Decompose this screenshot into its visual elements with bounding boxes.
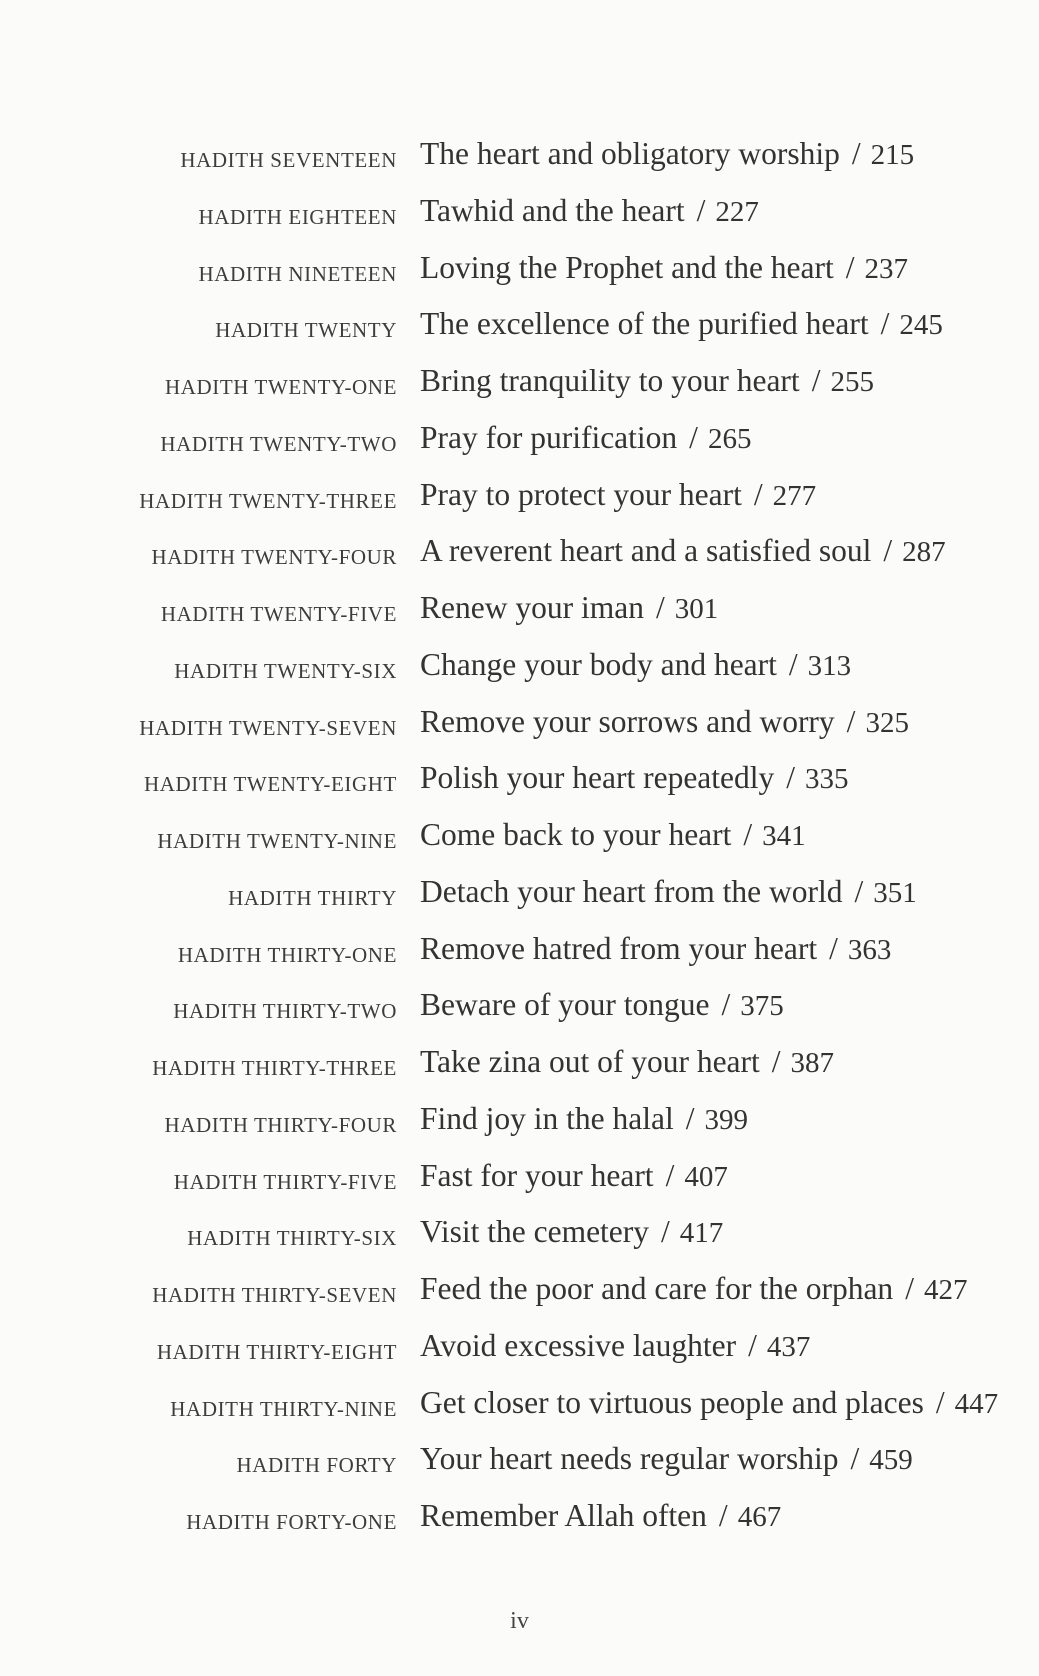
toc-entry [0, 1385, 1039, 1442]
page-ref: 237 [864, 252, 909, 285]
chapter-title [420, 1158, 728, 1194]
chapter-title [420, 1385, 998, 1421]
chapter-title [420, 1328, 810, 1364]
separator: / [846, 703, 856, 739]
separator: / [665, 1157, 675, 1193]
separator: / [935, 1384, 945, 1420]
hadith-number: HADITH TWENTY-FOUR [151, 545, 397, 570]
page-number: iv [510, 1608, 529, 1634]
page-ref: 301 [674, 593, 719, 625]
chapter-title [420, 136, 914, 172]
chapter-title-text: Feed the poor and care for the orphan [420, 1271, 894, 1306]
chapter-title-text: The heart and obligatory worship [420, 136, 840, 171]
hadith-number: HADITH THIRTY-SEVEN [152, 1283, 397, 1307]
toc-entry [0, 250, 1039, 307]
chapter-title [420, 760, 849, 796]
chapter-title [420, 874, 917, 910]
page-ref: 437 [766, 1330, 811, 1363]
chapter-title [420, 987, 784, 1023]
separator: / [661, 1214, 670, 1250]
page-ref: 287 [902, 536, 946, 569]
toc-entry [0, 420, 1039, 477]
chapter-title [420, 704, 909, 740]
chapter-title-text: Pray to protect your heart [420, 476, 742, 512]
hadith-number: HADITH THIRTY-EIGHT [156, 1339, 397, 1364]
page-ref: 215 [870, 139, 915, 171]
toc-entry [0, 590, 1039, 647]
toc-entry [0, 306, 1039, 363]
page-ref: 447 [954, 1387, 999, 1420]
hadith-number: HADITH THIRTY [228, 885, 397, 910]
chapter-title-text: Polish your heart repeatedly [420, 760, 775, 796]
separator: / [655, 590, 665, 625]
hadith-number: HADITH THIRTY-FIVE [173, 1169, 397, 1194]
chapter-title-text: Loving the Prophet and the heart [420, 249, 834, 285]
chapter-title-text: Come back to your heart [420, 817, 732, 852]
chapter-title-text: Fast for your heart [420, 1157, 654, 1193]
chapter-title [420, 363, 874, 399]
hadith-number: HADITH THIRTY-TWO [173, 999, 397, 1024]
chapter-title [420, 1214, 723, 1250]
toc-entry [0, 647, 1039, 704]
page-ref: 227 [715, 195, 759, 228]
toc-entry [0, 1441, 1039, 1498]
page-ref: 467 [737, 1501, 782, 1533]
page-ref: 427 [923, 1274, 968, 1306]
chapter-title-text: Pray for purification [420, 419, 678, 455]
chapter-title-text: Remember Allah often [420, 1498, 707, 1533]
toc-entry [0, 1044, 1039, 1101]
hadith-number: HADITH FORTY-ONE [186, 1510, 397, 1534]
chapter-title [420, 420, 751, 456]
hadith-number: HADITH THIRTY-NINE [170, 1396, 397, 1421]
toc-entry [0, 1498, 1039, 1555]
page-ref: 363 [847, 933, 892, 966]
hadith-number: HADITH TWENTY-TWO [160, 431, 397, 456]
chapter-title [420, 250, 908, 286]
hadith-number: HADITH TWENTY-SIX [174, 658, 397, 683]
separator: / [718, 1498, 728, 1533]
page-ref: 255 [830, 366, 874, 398]
page-ref: 351 [873, 876, 917, 909]
toc-entry [0, 477, 1039, 534]
chapter-title-text: Take zina out of your heart [420, 1044, 760, 1079]
separator: / [685, 1100, 695, 1136]
chapter-title [420, 1441, 913, 1477]
chapter-title-text: Detach your heart from the world [420, 873, 843, 909]
hadith-number: HADITH THIRTY-ONE [177, 942, 397, 967]
chapter-title-text: A reverent heart and a satisfied soul [420, 533, 872, 569]
hadith-number: HADITH TWENTY-FIVE [160, 602, 397, 626]
page-ref: 387 [790, 1047, 835, 1079]
toc-entry [0, 760, 1039, 817]
page-ref: 375 [740, 990, 784, 1023]
toc-entry [0, 987, 1039, 1044]
toc-entry [0, 533, 1039, 590]
page-ref: 399 [704, 1103, 748, 1136]
chapter-title-text: Find joy in the halal [420, 1100, 674, 1136]
chapter-title [420, 193, 759, 229]
page-ref: 335 [805, 763, 849, 796]
toc-entry [0, 363, 1039, 420]
separator: / [851, 136, 861, 171]
separator: / [689, 419, 698, 455]
chapter-title-text: Avoid excessive laughter [420, 1327, 737, 1363]
chapter-title [420, 477, 816, 513]
separator: / [811, 363, 821, 398]
hadith-number: HADITH TWENTY-NINE [157, 829, 397, 853]
toc-entry [0, 136, 1039, 193]
chapter-title [420, 931, 891, 967]
hadith-number: HADITH FORTY [236, 1453, 397, 1478]
hadith-number: HADITH TWENTY-ONE [164, 375, 397, 399]
separator: / [845, 249, 855, 285]
page-ref: 459 [869, 1444, 913, 1477]
chapter-title [420, 306, 943, 342]
hadith-number: HADITH THIRTY-FOUR [164, 1112, 397, 1137]
toc-entry [0, 874, 1039, 931]
separator: / [883, 533, 893, 569]
toc-entry [0, 1158, 1039, 1215]
chapter-title-text: Bring tranquility to your heart [420, 363, 800, 398]
separator: / [829, 930, 838, 966]
separator: / [786, 760, 796, 796]
toc-entry [0, 817, 1039, 874]
separator: / [753, 476, 763, 512]
table-of-contents [0, 136, 1039, 1555]
chapter-title-text: Renew your iman [420, 590, 644, 625]
toc-entry [0, 1271, 1039, 1328]
chapter-title [420, 533, 946, 569]
hadith-number: HADITH THIRTY-THREE [152, 1056, 397, 1080]
chapter-title-text: Get closer to virtuous people and places [420, 1384, 924, 1420]
chapter-title-text: Remove hatred from your heart [420, 930, 818, 966]
separator: / [696, 192, 706, 228]
chapter-title [420, 590, 718, 626]
toc-entry [0, 1101, 1039, 1158]
page-ref: 341 [762, 820, 806, 852]
chapter-title [420, 1271, 967, 1307]
chapter-title-text: Visit the cemetery [420, 1214, 650, 1250]
separator: / [850, 1441, 860, 1477]
separator: / [743, 817, 753, 852]
hadith-number: HADITH TWENTY [215, 318, 397, 343]
separator: / [880, 306, 890, 342]
chapter-title [420, 1101, 748, 1137]
toc-entry [0, 931, 1039, 988]
hadith-number: HADITH TWENTY-EIGHT [143, 772, 397, 797]
chapter-title [420, 1044, 834, 1080]
chapter-title [420, 1498, 781, 1534]
page-ref: 325 [865, 706, 909, 739]
separator: / [788, 646, 798, 682]
separator: / [905, 1271, 914, 1306]
toc-entry [0, 704, 1039, 761]
page-ref: 265 [707, 422, 752, 455]
chapter-title-text: Your heart needs regular worship [420, 1441, 839, 1477]
chapter-title-text: Tawhid and the heart [420, 192, 685, 228]
page-ref: 313 [807, 649, 852, 682]
toc-entry [0, 193, 1039, 250]
separator: / [748, 1327, 757, 1363]
page-ref: 407 [684, 1160, 728, 1193]
chapter-title [420, 647, 851, 683]
separator: / [771, 1044, 781, 1079]
page-ref: 277 [772, 479, 817, 512]
hadith-number: HADITH TWENTY-THREE [139, 488, 397, 513]
separator: / [721, 987, 731, 1023]
toc-entry [0, 1328, 1039, 1385]
hadith-number: HADITH NINETEEN [198, 261, 397, 286]
chapter-title-text: Remove your sorrows and worry [420, 703, 835, 739]
hadith-number: HADITH TWENTY-SEVEN [139, 715, 397, 740]
hadith-number: HADITH EIGHTEEN [198, 204, 397, 229]
page-ref: 417 [679, 1217, 724, 1250]
chapter-title-text: The excellence of the purified heart [420, 306, 869, 342]
chapter-title-text: Change your body and heart [420, 646, 777, 682]
separator: / [854, 873, 864, 909]
chapter-title-text: Beware of your tongue [420, 987, 710, 1023]
hadith-number: HADITH THIRTY-SIX [187, 1226, 397, 1251]
chapter-title [420, 817, 806, 853]
page-ref: 245 [899, 309, 943, 342]
toc-entry [0, 1214, 1039, 1271]
hadith-number: HADITH SEVENTEEN [180, 148, 397, 172]
